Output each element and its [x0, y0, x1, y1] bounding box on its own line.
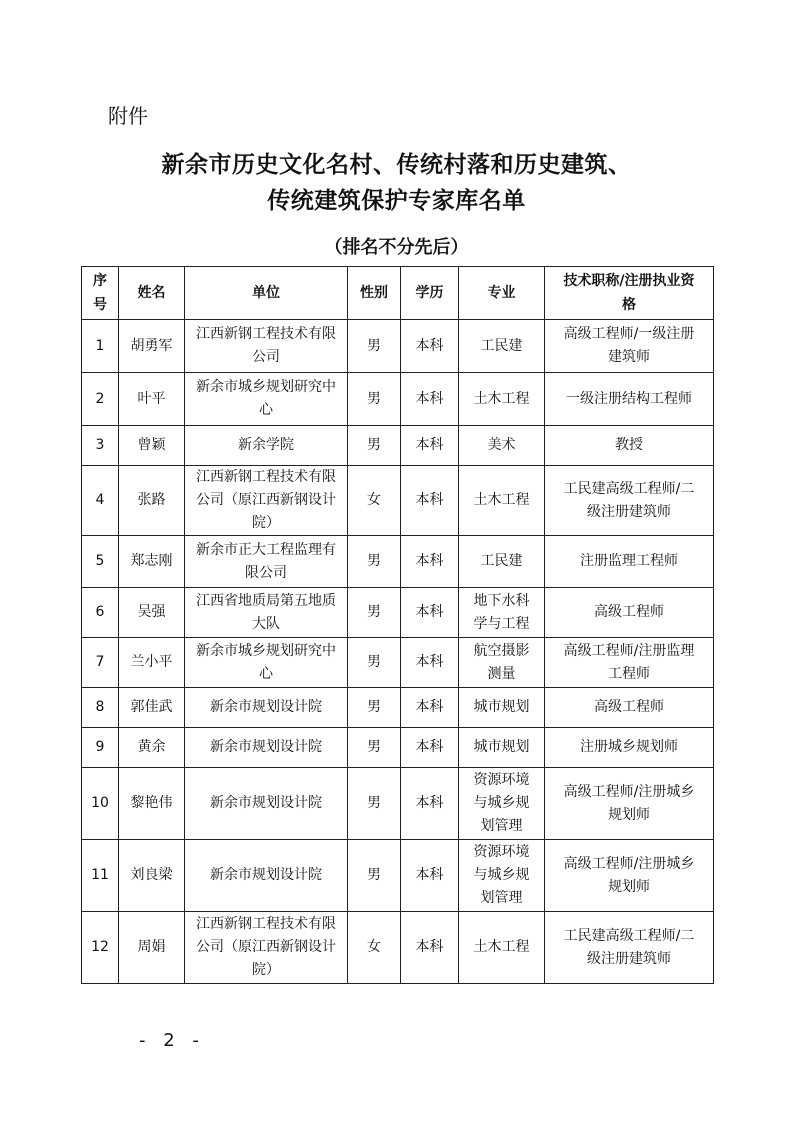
cell-major — [459, 768, 545, 840]
cell-major-text: 土木工程 — [473, 390, 530, 407]
cell-major-text: 城市规划 — [473, 739, 530, 755]
table-row — [82, 840, 714, 912]
cell-name — [119, 638, 185, 688]
cell-no-text: 5 — [95, 553, 105, 569]
cell-gender-text: 男 — [367, 604, 381, 620]
table-row — [82, 912, 714, 984]
cell-title-text: 注册城乡规划师 — [580, 739, 678, 755]
cell-no-text: 8 — [95, 699, 105, 715]
cell-no — [82, 320, 119, 373]
cell-major — [459, 840, 545, 912]
cell-major — [459, 426, 545, 466]
cell-title-text: 注册监理工程师 — [580, 553, 678, 569]
cell-title — [545, 768, 714, 840]
cell-gender-text: 男 — [367, 437, 381, 453]
attachment-label: 附件 — [108, 104, 148, 128]
column-header-name: 姓名 — [119, 267, 185, 320]
table-row — [82, 688, 714, 728]
cell-major-text: 美术 — [487, 437, 516, 453]
table-row — [82, 373, 714, 426]
table-row — [82, 768, 714, 840]
cell-name — [119, 768, 185, 840]
column-header-title: 技术职称/注册执业资格 — [545, 267, 714, 320]
cell-major — [459, 588, 545, 638]
cell-name-text: 兰小平 — [130, 654, 173, 670]
cell-unit-text: 新余市规划设计院 — [210, 795, 322, 811]
column-header-no: 序号 — [82, 267, 119, 320]
column-header-gender: 性别 — [348, 267, 401, 320]
column-header-major: 专业 — [459, 267, 545, 320]
cell-unit-text: 新余市正大工程监理有限公司 — [196, 541, 336, 581]
cell-major — [459, 536, 545, 588]
cell-education-text: 本科 — [415, 654, 444, 670]
cell-major-text: 资源环境与城乡规划管理 — [473, 772, 530, 834]
cell-no — [82, 768, 119, 840]
cell-education — [401, 373, 459, 426]
cell-name-text: 刘良梁 — [130, 867, 173, 883]
cell-no-text: 2 — [95, 390, 105, 407]
cell-major — [459, 373, 545, 426]
expert-roster-table — [81, 266, 714, 984]
cell-unit-text: 新余市城乡规划研究中心 — [196, 379, 336, 418]
cell-major-text: 土木工程 — [473, 939, 530, 955]
cell-unit-text: 江西新钢工程技术有限公司（原江西新钢设计院） — [196, 469, 336, 531]
cell-title — [545, 728, 714, 768]
cell-unit — [185, 688, 348, 728]
cell-gender — [348, 912, 401, 984]
cell-gender-text: 男 — [367, 795, 381, 811]
cell-no-text: 7 — [95, 654, 105, 670]
cell-no-text: 6 — [95, 604, 105, 620]
cell-no — [82, 638, 119, 688]
cell-title — [545, 688, 714, 728]
cell-education-text: 本科 — [415, 553, 444, 569]
cell-name — [119, 688, 185, 728]
cell-name-text: 郭佳武 — [130, 699, 173, 715]
cell-unit — [185, 768, 348, 840]
cell-unit-text: 新余市规划设计院 — [210, 739, 322, 755]
cell-gender-text: 男 — [367, 390, 381, 407]
cell-gender-text: 男 — [367, 337, 381, 354]
cell-no — [82, 912, 119, 984]
cell-name — [119, 840, 185, 912]
cell-gender-text: 男 — [367, 739, 381, 755]
cell-unit — [185, 536, 348, 588]
cell-major-text: 地下水科学与工程 — [473, 592, 530, 632]
cell-no — [82, 536, 119, 588]
page-number: - 2 - — [139, 1030, 205, 1051]
cell-gender-text: 男 — [367, 654, 381, 670]
cell-unit — [185, 728, 348, 768]
cell-no — [82, 688, 119, 728]
cell-name — [119, 426, 185, 466]
cell-no — [82, 840, 119, 912]
cell-education — [401, 536, 459, 588]
cell-name — [119, 728, 185, 768]
cell-name-text: 叶平 — [137, 390, 166, 407]
cell-name-text: 胡勇军 — [130, 337, 173, 354]
cell-gender-text: 男 — [367, 867, 381, 883]
cell-unit-text: 新余市规划设计院 — [210, 699, 322, 715]
cell-gender — [348, 320, 401, 373]
cell-title-text: 高级工程师/一级注册建筑师 — [563, 326, 695, 365]
cell-no — [82, 373, 119, 426]
cell-unit — [185, 638, 348, 688]
cell-gender — [348, 840, 401, 912]
cell-gender-text: 女 — [367, 492, 381, 508]
cell-no-text: 12 — [91, 939, 109, 955]
cell-education-text: 本科 — [415, 867, 444, 883]
cell-title-text: 高级工程师/注册城乡规划师 — [563, 783, 695, 823]
cell-education — [401, 320, 459, 373]
cell-gender — [348, 638, 401, 688]
cell-name — [119, 466, 185, 536]
cell-unit-text: 江西新钢工程技术有限公司（原江西新钢设计院） — [196, 916, 336, 978]
cell-education — [401, 688, 459, 728]
cell-unit — [185, 320, 348, 373]
cell-name — [119, 320, 185, 373]
cell-education — [401, 912, 459, 984]
document-title-line1: 新余市历史文化名村、传统村落和历史建筑、 — [161, 152, 632, 178]
cell-title — [545, 840, 714, 912]
cell-title — [545, 536, 714, 588]
cell-gender — [348, 373, 401, 426]
cell-education-text: 本科 — [415, 437, 444, 453]
table-row — [82, 728, 714, 768]
cell-unit-text: 新余市城乡规划研究中心 — [196, 642, 336, 682]
cell-gender-text: 男 — [367, 699, 381, 715]
cell-unit — [185, 466, 348, 536]
table-row — [82, 320, 714, 373]
cell-major-text: 资源环境与城乡规划管理 — [473, 844, 530, 906]
cell-major — [459, 638, 545, 688]
cell-major — [459, 320, 545, 373]
cell-name-text: 郑志刚 — [130, 553, 173, 569]
cell-gender — [348, 688, 401, 728]
cell-major — [459, 728, 545, 768]
cell-major-text: 航空摄影测量 — [473, 642, 530, 682]
cell-unit — [185, 373, 348, 426]
cell-name-text: 黎艳伟 — [130, 795, 173, 811]
cell-name-text: 吴强 — [137, 604, 166, 620]
cell-education — [401, 466, 459, 536]
cell-unit — [185, 912, 348, 984]
cell-education-text: 本科 — [415, 699, 444, 715]
document-title-line2: 传统建筑保护专家库名单 — [267, 188, 526, 214]
cell-education — [401, 728, 459, 768]
cell-unit-text: 江西省地质局第五地质大队 — [196, 592, 336, 632]
cell-major-text: 工民建 — [480, 553, 523, 569]
column-header-education: 学历 — [401, 267, 459, 320]
cell-education-text: 本科 — [415, 337, 444, 354]
cell-education-text: 本科 — [415, 492, 444, 508]
cell-education — [401, 840, 459, 912]
table-row — [82, 638, 714, 688]
cell-no-text: 11 — [91, 867, 109, 883]
cell-name — [119, 536, 185, 588]
cell-title — [545, 426, 714, 466]
cell-education-text: 本科 — [415, 390, 444, 407]
cell-name-text: 张路 — [137, 492, 166, 508]
cell-education-text: 本科 — [415, 604, 444, 620]
cell-gender-text: 女 — [367, 939, 381, 955]
cell-title-text: 工民建高级工程师/二级注册建筑师 — [563, 480, 695, 520]
cell-education — [401, 638, 459, 688]
cell-title-text: 一级注册结构工程师 — [566, 390, 692, 407]
cell-major — [459, 912, 545, 984]
cell-name — [119, 373, 185, 426]
cell-major — [459, 688, 545, 728]
cell-education — [401, 768, 459, 840]
cell-title — [545, 466, 714, 536]
cell-title — [545, 638, 714, 688]
cell-name-text: 曾颖 — [137, 437, 166, 453]
cell-title-text: 高级工程师 — [594, 604, 664, 620]
cell-gender — [348, 768, 401, 840]
cell-unit — [185, 426, 348, 466]
cell-name-text: 周娟 — [137, 939, 166, 955]
cell-education — [401, 426, 459, 466]
cell-major — [459, 466, 545, 536]
table-row — [82, 426, 714, 466]
cell-major-text: 工民建 — [480, 337, 523, 354]
cell-gender — [348, 426, 401, 466]
cell-no — [82, 426, 119, 466]
cell-title-text: 工民建高级工程师/二级注册建筑师 — [563, 927, 695, 967]
cell-education — [401, 588, 459, 638]
cell-gender-text: 男 — [367, 553, 381, 569]
cell-name — [119, 588, 185, 638]
cell-title — [545, 320, 714, 373]
cell-major-text: 土木工程 — [473, 492, 530, 508]
cell-gender — [348, 536, 401, 588]
cell-no-text: 10 — [91, 795, 109, 811]
cell-no-text: 9 — [95, 739, 105, 755]
cell-education-text: 本科 — [415, 795, 444, 811]
cell-title-text: 高级工程师/注册监理工程师 — [563, 642, 695, 682]
document-subtitle: （排名不分先后） — [324, 237, 469, 258]
cell-title-text: 教授 — [615, 437, 643, 453]
cell-title — [545, 588, 714, 638]
cell-no — [82, 728, 119, 768]
cell-no-text: 1 — [95, 337, 105, 354]
cell-title-text: 高级工程师 — [594, 699, 664, 715]
cell-gender — [348, 728, 401, 768]
cell-unit-text: 江西新钢工程技术有限公司 — [196, 326, 336, 365]
cell-no — [82, 588, 119, 638]
cell-no-text: 4 — [95, 492, 105, 508]
cell-gender — [348, 588, 401, 638]
cell-major-text: 城市规划 — [473, 699, 530, 715]
table-row — [82, 536, 714, 588]
column-header-unit: 单位 — [185, 267, 348, 320]
cell-no-text: 3 — [95, 437, 105, 453]
cell-education-text: 本科 — [415, 739, 444, 755]
cell-name — [119, 912, 185, 984]
cell-unit-text: 新余学院 — [238, 437, 294, 453]
table-row — [82, 466, 714, 536]
cell-name-text: 黄余 — [137, 739, 166, 755]
cell-unit-text: 新余市规划设计院 — [210, 867, 322, 883]
cell-unit — [185, 840, 348, 912]
cell-education-text: 本科 — [415, 939, 444, 955]
cell-title — [545, 912, 714, 984]
cell-no — [82, 466, 119, 536]
table-header-row — [82, 267, 714, 320]
table-row — [82, 588, 714, 638]
cell-unit — [185, 588, 348, 638]
cell-title — [545, 373, 714, 426]
cell-gender — [348, 466, 401, 536]
cell-title-text: 高级工程师/注册城乡规划师 — [563, 855, 695, 895]
